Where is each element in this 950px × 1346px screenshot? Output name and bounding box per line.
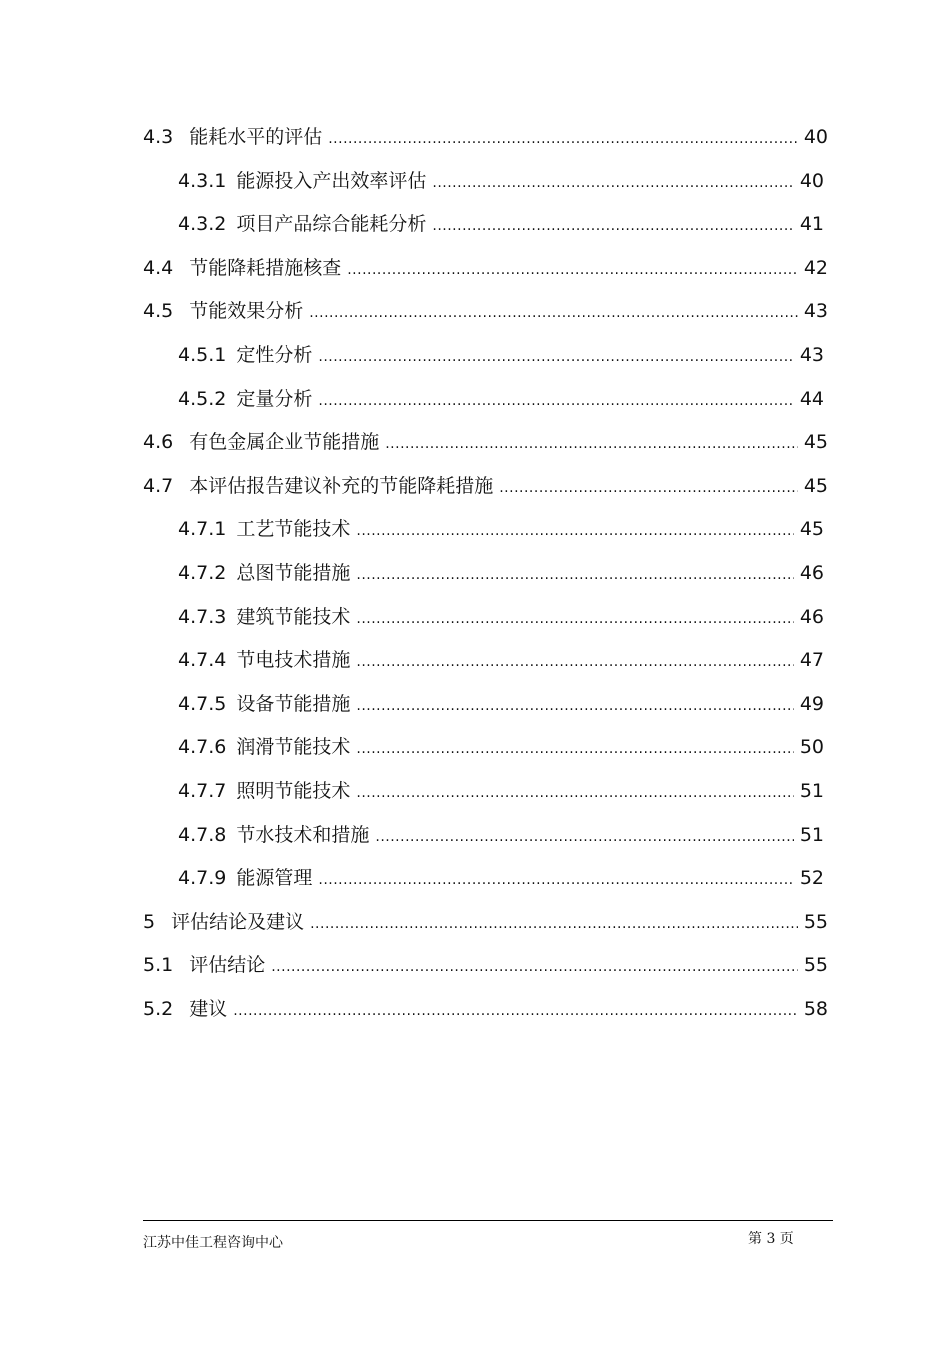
toc-entry[interactable]: [143, 903, 828, 933]
toc-dot-leader: [356, 697, 793, 715]
toc-entry[interactable]: [143, 467, 828, 497]
toc-entry-number: 5.2: [143, 998, 174, 1020]
toc-dot-leader: [233, 1002, 798, 1020]
toc-entry-title: 建议: [189, 998, 228, 1020]
footer-divider: [143, 1220, 833, 1221]
toc-dot-leader: [385, 435, 798, 453]
toc-entry-title: 能源管理: [236, 867, 313, 890]
toc-entry-title: 评估结论及建议: [171, 910, 305, 933]
toc-entry-number: 4.7.1: [178, 518, 227, 541]
toc-entry-page: 55: [803, 954, 828, 977]
toc-dot-leader: [356, 653, 793, 671]
toc-entry-title: 节能效果分析: [189, 300, 304, 323]
toc-dot-leader: [432, 174, 793, 192]
toc-entry-page: 46: [799, 605, 824, 628]
toc-entry[interactable]: [178, 685, 824, 715]
toc-entry-page: 45: [799, 518, 824, 541]
toc-entry-number: 4.7.7: [178, 780, 227, 802]
toc-entry-page: 45: [803, 431, 828, 454]
toc-dot-leader: [499, 479, 798, 497]
toc-entry[interactable]: [143, 118, 828, 148]
toc-entry[interactable]: [178, 510, 824, 540]
toc-dot-leader: [309, 304, 798, 322]
toc-dot-leader: [328, 130, 798, 148]
toc-entry-number: 4.6: [143, 431, 174, 454]
toc-entry[interactable]: [178, 641, 824, 671]
toc-entry-number: 4.7.6: [178, 736, 227, 759]
toc-entry[interactable]: [178, 162, 824, 192]
footer-organization: 江苏中佳工程咨询中心: [143, 1235, 283, 1251]
toc-dot-leader: [356, 740, 793, 758]
toc-entry[interactable]: [178, 554, 824, 584]
toc-entry[interactable]: [143, 990, 828, 1020]
toc-entry-title: 能耗水平的评估: [189, 126, 323, 148]
footer-page-number: 第 3 页: [748, 1231, 794, 1247]
toc-entry-title: 有色金属企业节能措施: [189, 431, 380, 454]
toc-dot-leader: [356, 566, 793, 584]
toc-entry-page: 50: [799, 736, 824, 759]
toc-entry-title: 节水技术和措施: [236, 823, 370, 846]
toc-entry[interactable]: [178, 728, 824, 758]
toc-entry-page: 45: [803, 474, 828, 497]
toc-entry-title: 定性分析: [236, 344, 313, 366]
toc-entry-title: 照明节能技术: [236, 780, 351, 802]
toc-entry-title: 本评估报告建议补充的节能降耗措施: [189, 474, 494, 497]
toc-entry-number: 4.5.1: [178, 344, 227, 366]
toc-entry[interactable]: [178, 205, 824, 235]
toc-entry-page: 52: [799, 867, 824, 890]
toc-entry[interactable]: [143, 249, 828, 279]
toc-entry-title: 评估结论: [189, 954, 266, 977]
toc-entry-title: 定量分析: [236, 387, 313, 410]
toc-entry-title: 节电技术措施: [236, 649, 351, 672]
toc-entry-number: 4.7.9: [178, 867, 227, 890]
toc-dot-leader: [347, 261, 798, 279]
toc-entry[interactable]: [143, 946, 828, 976]
toc-entry-page: 55: [803, 910, 828, 933]
toc-entry-page: 47: [799, 649, 824, 672]
toc-entry-title: 项目产品综合能耗分析: [236, 213, 427, 236]
toc-entry[interactable]: [143, 292, 828, 322]
toc-entry-page: 42: [803, 256, 828, 279]
toc-entry-number: 4.5: [143, 300, 174, 323]
toc-dot-leader: [271, 958, 798, 976]
toc-dot-leader: [318, 871, 793, 889]
toc-entry-number: 4.5.2: [178, 387, 227, 410]
toc-entry[interactable]: [178, 380, 824, 410]
toc-entry-title: 建筑节能技术: [236, 605, 351, 628]
toc-dot-leader: [356, 784, 793, 802]
toc-entry-title: 润滑节能技术: [236, 736, 351, 759]
toc-entry-page: 44: [799, 387, 824, 410]
toc-entry[interactable]: [143, 423, 828, 453]
toc-dot-leader: [432, 217, 793, 235]
toc-entry-page: 51: [799, 823, 824, 846]
toc-dot-leader: [356, 522, 793, 540]
toc-entry-page: 41: [799, 213, 824, 236]
toc-entry-number: 4.7.3: [178, 605, 227, 628]
toc-entry[interactable]: [178, 772, 824, 802]
toc-entry-number: 4.4: [143, 256, 174, 279]
toc-entry-number: 5: [143, 910, 156, 933]
toc-entry-number: 4.3.2: [178, 213, 227, 236]
toc-entry-title: 工艺节能技术: [236, 518, 351, 541]
toc-entry-page: 58: [803, 998, 828, 1020]
toc-entry-title: 能源投入产出效率评估: [236, 169, 427, 192]
toc-dot-leader: [318, 392, 793, 410]
toc-entry-title: 节能降耗措施核查: [189, 256, 342, 279]
toc-entry-number: 4.3: [143, 126, 174, 148]
toc-entry-page: 51: [799, 780, 824, 802]
toc-entry-title: 设备节能措施: [236, 692, 351, 715]
toc-entry-page: 46: [799, 562, 824, 584]
toc-entry-number: 4.7.8: [178, 823, 227, 846]
toc-entry-number: 4.7.2: [178, 562, 227, 584]
toc-entry-page: 43: [803, 300, 828, 323]
toc-entry-number: 4.7: [143, 474, 174, 497]
toc-entry-number: 4.3.1: [178, 169, 227, 192]
toc-entry[interactable]: [178, 859, 824, 889]
toc-entry[interactable]: [178, 816, 824, 846]
toc-dot-leader: [318, 348, 793, 366]
toc-entry-number: 4.7.5: [178, 692, 227, 715]
toc-dot-leader: [375, 828, 793, 846]
toc-entry-page: 49: [799, 692, 824, 715]
toc-entry-page: 40: [799, 169, 824, 192]
toc-entry-number: 5.1: [143, 954, 174, 977]
toc-entry-page: 40: [803, 126, 828, 148]
toc-entry-title: 总图节能措施: [236, 562, 351, 584]
toc-entry-number: 4.7.4: [178, 649, 227, 672]
toc-entry[interactable]: [178, 598, 824, 628]
toc-dot-leader: [310, 915, 798, 933]
toc-dot-leader: [356, 610, 793, 628]
toc-entry[interactable]: [178, 336, 824, 366]
toc-entry-page: 43: [799, 344, 824, 366]
